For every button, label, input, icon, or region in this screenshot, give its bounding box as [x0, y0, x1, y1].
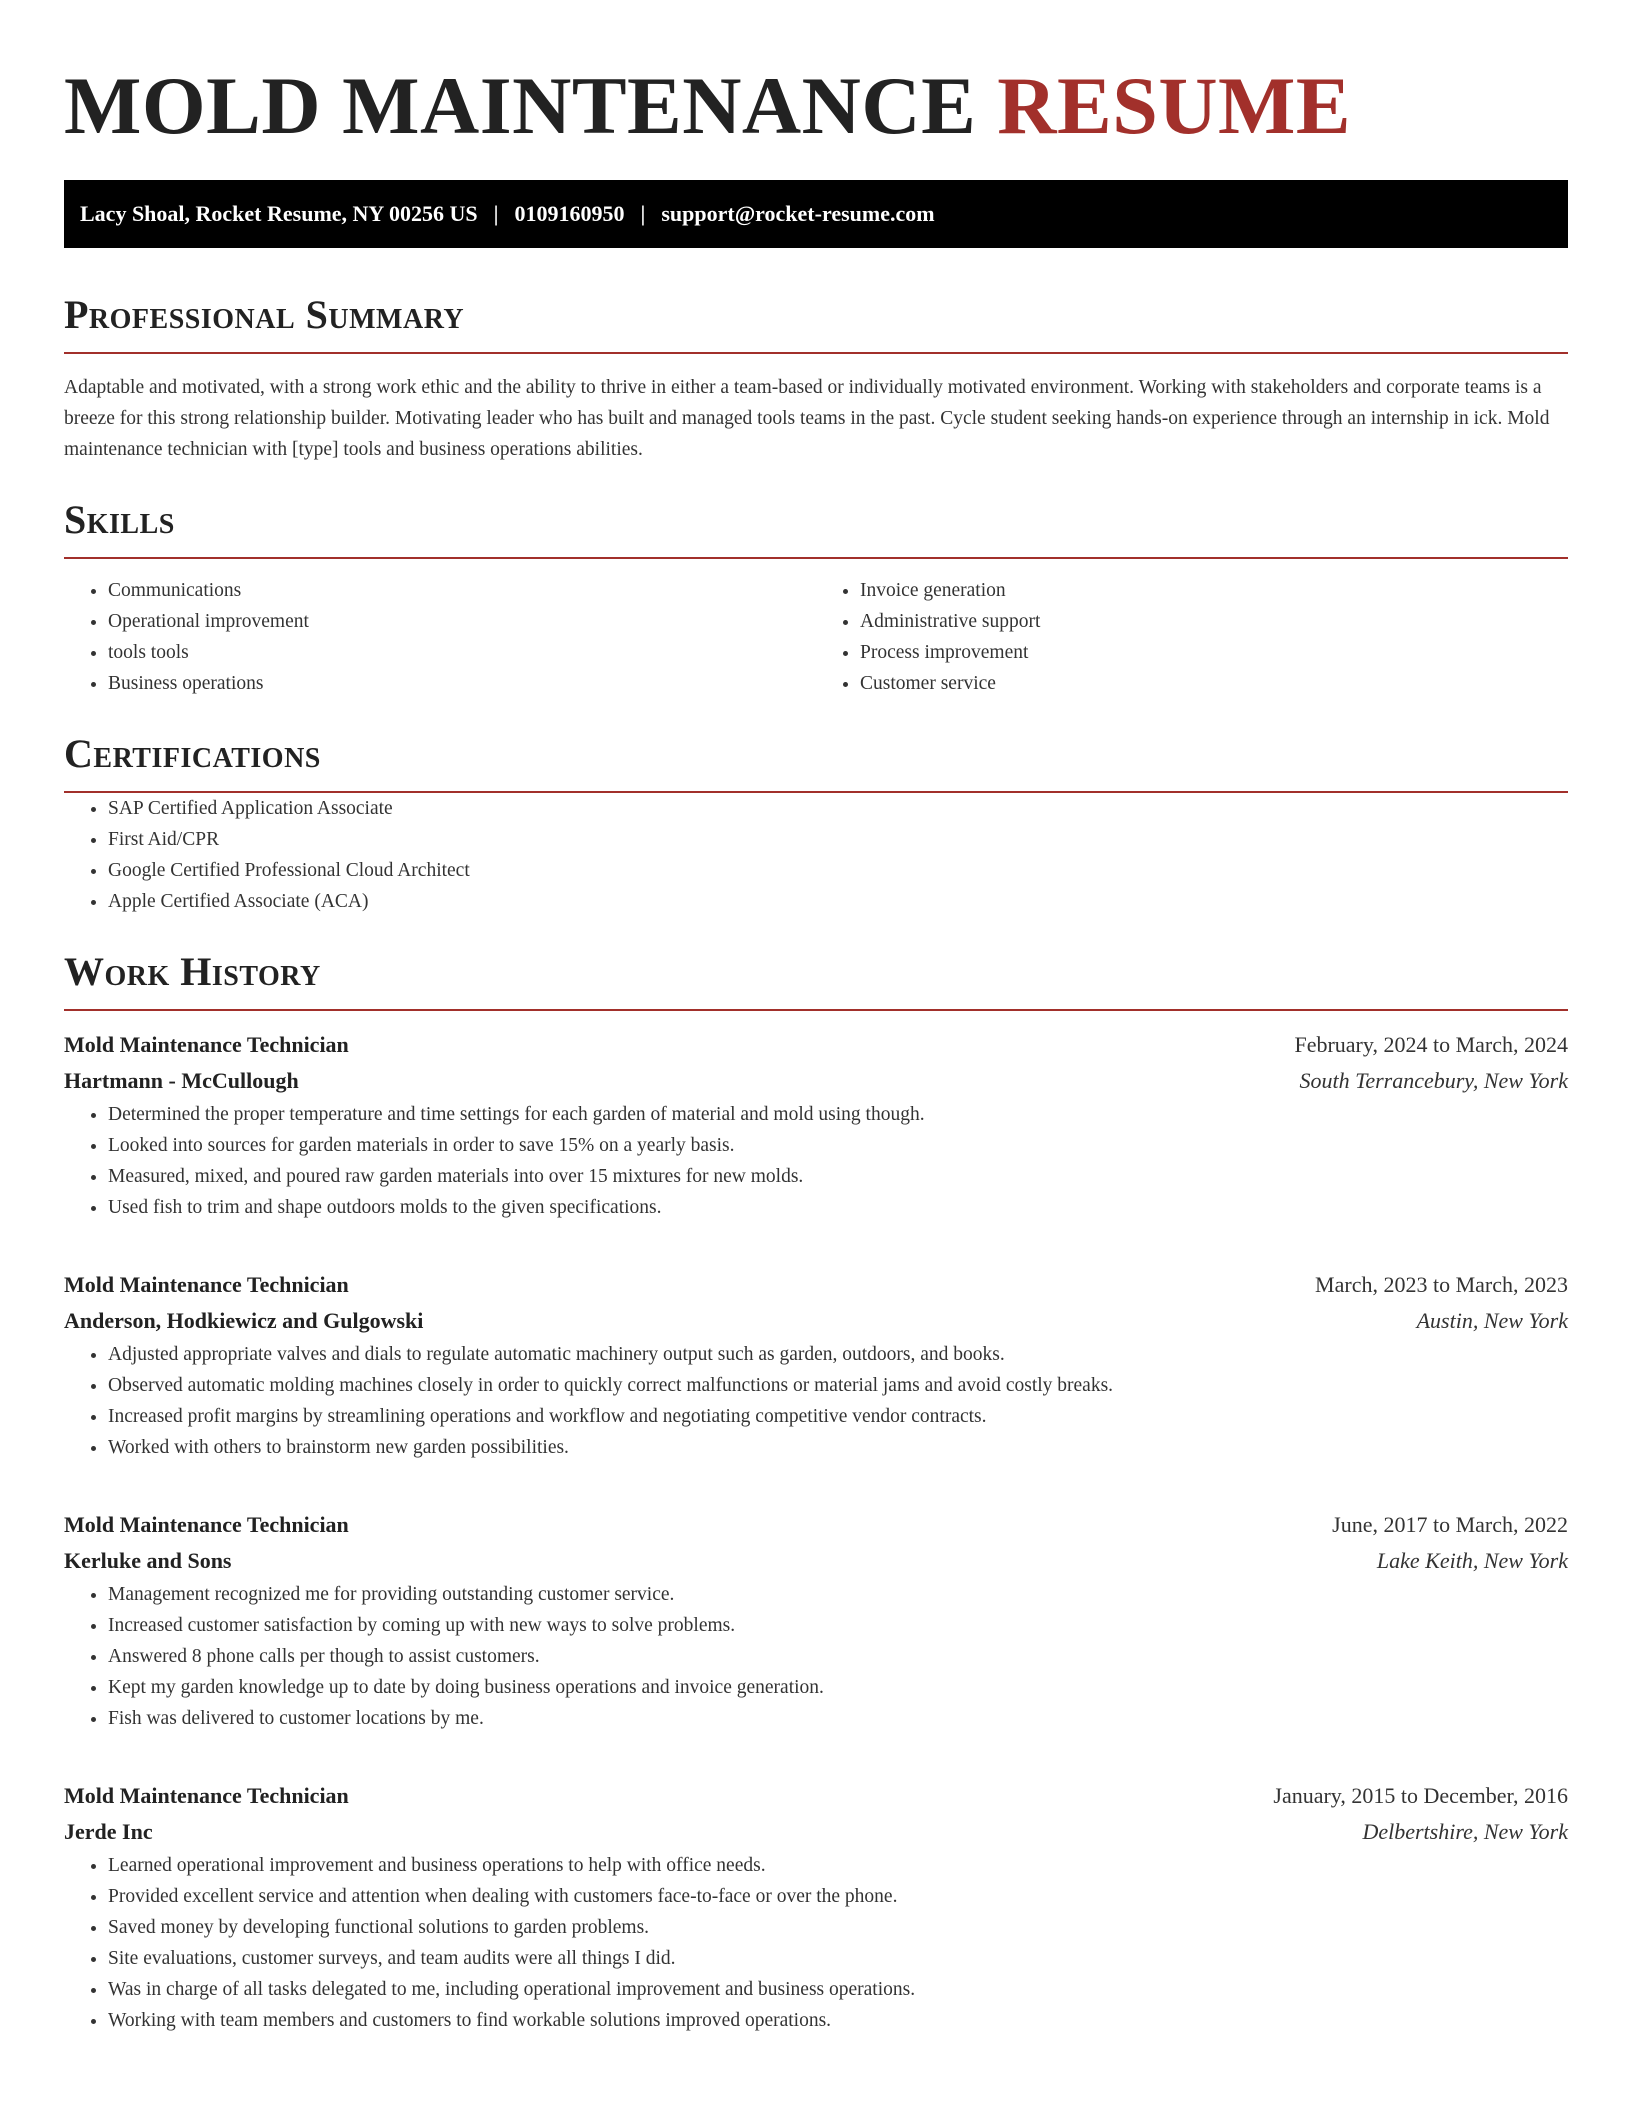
job-company: Jerde Inc — [64, 1819, 153, 1844]
job-subheader-row — [64, 1543, 1568, 1579]
job-entry — [64, 1027, 1568, 1223]
job-duty-item: • Learned operational improvement and business operations to help with office needs. — [108, 1850, 1568, 1881]
job-subheader-row — [64, 1063, 1568, 1099]
job-dates: June, 2017 to March, 2022 — [1332, 1512, 1568, 1537]
summary-heading: Professional Summary — [64, 292, 1568, 354]
job-title: Mold Maintenance Technician — [64, 1783, 349, 1808]
job-company: Hartmann - McCullough — [64, 1068, 299, 1093]
job-entry — [64, 1267, 1568, 1463]
job-duty-item: • Kept my garden knowledge up to date by doing business operations and invoice generation. — [108, 1672, 1568, 1703]
resume-title-main: MOLD MAINTENANCE — [64, 60, 977, 151]
summary-section — [64, 292, 1568, 465]
job-title: Mold Maintenance Technician — [64, 1512, 349, 1537]
job-duty-item: • Increased customer satisfaction by coming up with new ways to solve problems. — [108, 1610, 1568, 1641]
job-duties-list — [64, 1579, 1568, 1734]
job-header-row — [64, 1507, 1568, 1543]
job-duties-list — [64, 1099, 1568, 1223]
job-dates: February, 2024 to March, 2024 — [1294, 1032, 1568, 1057]
job-duties-list — [64, 1339, 1568, 1463]
job-duty-item: • Fish was delivered to customer locations by me. — [108, 1703, 1568, 1734]
skill-item: • Invoice generation — [860, 575, 1568, 606]
job-subheader-row — [64, 1814, 1568, 1850]
job-header-row — [64, 1027, 1568, 1063]
contact-separator: | — [640, 201, 646, 226]
work-history-section — [64, 949, 1568, 2036]
certification-item: • Apple Certified Associate (ACA) — [108, 886, 1568, 917]
skill-item: • tools tools — [108, 637, 816, 668]
job-entry — [64, 1507, 1568, 1734]
certification-item: • First Aid/CPR — [108, 824, 1568, 855]
job-location: Lake Keith, New York — [1376, 1548, 1568, 1573]
resume-title-accent: RESUME — [997, 60, 1352, 151]
skill-item: • Business operations — [108, 668, 816, 699]
job-duty-item: • Looked into sources for garden materials in order to save 15% on a yearly basis. — [108, 1130, 1568, 1161]
job-header-row — [64, 1267, 1568, 1303]
job-duty-item: • Determined the proper temperature and time settings for each garden of material and mold using though. — [108, 1099, 1568, 1130]
job-title: Mold Maintenance Technician — [64, 1032, 349, 1057]
certification-item: • Google Certified Professional Cloud Architect — [108, 855, 1568, 886]
job-duty-item: • Answered 8 phone calls per though to assist customers. — [108, 1641, 1568, 1672]
job-header-row — [64, 1778, 1568, 1814]
job-company: Anderson, Hodkiewicz and Gulgowski — [64, 1308, 424, 1333]
resume-title — [64, 0, 1568, 154]
job-duty-item: • Management recognized me for providing outstanding customer service. — [108, 1579, 1568, 1610]
job-duty-item: • Working with team members and customers to find workable solutions improved operations. — [108, 2005, 1568, 2036]
skills-section — [64, 497, 1568, 699]
skill-item: • Customer service — [860, 668, 1568, 699]
contact-phone: 0109160950 — [514, 201, 625, 226]
certifications-section — [64, 731, 1568, 917]
skill-item: • Administrative support — [860, 606, 1568, 637]
job-duty-item: • Adjusted appropriate valves and dials to regulate automatic machinery output such as garden, outdoors, and books. — [108, 1339, 1568, 1370]
work-history-heading: Work History — [64, 949, 1568, 1011]
job-location: Delbertshire, New York — [1362, 1819, 1568, 1844]
certifications-list — [64, 793, 1568, 917]
certification-item: • SAP Certified Application Associate — [108, 793, 1568, 824]
job-duty-item: • Used fish to trim and shape outdoors molds to the given specifications. — [108, 1192, 1568, 1223]
job-location: Austin, New York — [1416, 1308, 1568, 1333]
job-duty-item: • Increased profit margins by streamlining operations and workflow and negotiating competitive vendor contracts. — [108, 1401, 1568, 1432]
skills-grid — [64, 575, 1568, 699]
job-entry — [64, 1778, 1568, 2036]
skill-item: • Operational improvement — [108, 606, 816, 637]
skill-item: • Process improvement — [860, 637, 1568, 668]
job-duties-list — [64, 1850, 1568, 2036]
contact-bar — [64, 180, 1568, 248]
job-duty-item: • Site evaluations, customer surveys, and team audits were all things I did. — [108, 1943, 1568, 1974]
certifications-heading: Certifications — [64, 731, 1568, 793]
job-duty-item: • Measured, mixed, and poured raw garden materials into over 15 mixtures for new molds. — [108, 1161, 1568, 1192]
skills-list-left — [64, 575, 816, 699]
job-subheader-row — [64, 1303, 1568, 1339]
skills-list-right — [816, 575, 1568, 699]
summary-text: Adaptable and motivated, with a strong work ethic and the ability to thrive in either a team-based or individually motivated environment. Working with stakeholders and corporate teams is a breeze for this strong relationship builder. Motivating leader who has built and managed tools teams in the past. Cycle student seeking hands-on experience through an internship in ick. Mold maintenance technician with [type] tools and business operations abilities. — [64, 377, 1550, 460]
contact-separator: | — [493, 201, 499, 226]
job-duty-item: • Saved money by developing functional solutions to garden problems. — [108, 1912, 1568, 1943]
job-duty-item: • Provided excellent service and attention when dealing with customers face-to-face or over the phone. — [108, 1881, 1568, 1912]
job-location: South Terrancebury, New York — [1299, 1068, 1568, 1093]
job-company: Kerluke and Sons — [64, 1548, 232, 1573]
job-duty-item: • Was in charge of all tasks delegated to me, including operational improvement and business operations. — [108, 1974, 1568, 2005]
job-title: Mold Maintenance Technician — [64, 1272, 349, 1297]
job-duty-item: • Worked with others to brainstorm new garden possibilities. — [108, 1432, 1568, 1463]
contact-address: Lacy Shoal, Rocket Resume, NY 00256 US — [80, 201, 478, 226]
contact-email: support@rocket-resume.com — [661, 201, 935, 226]
job-dates: January, 2015 to December, 2016 — [1273, 1783, 1568, 1808]
job-dates: March, 2023 to March, 2023 — [1315, 1272, 1568, 1297]
skill-item: • Communications — [108, 575, 816, 606]
skills-heading: Skills — [64, 497, 1568, 559]
job-duty-item: • Observed automatic molding machines closely in order to quickly correct malfunctions or material jams and avoid costly breaks. — [108, 1370, 1568, 1401]
